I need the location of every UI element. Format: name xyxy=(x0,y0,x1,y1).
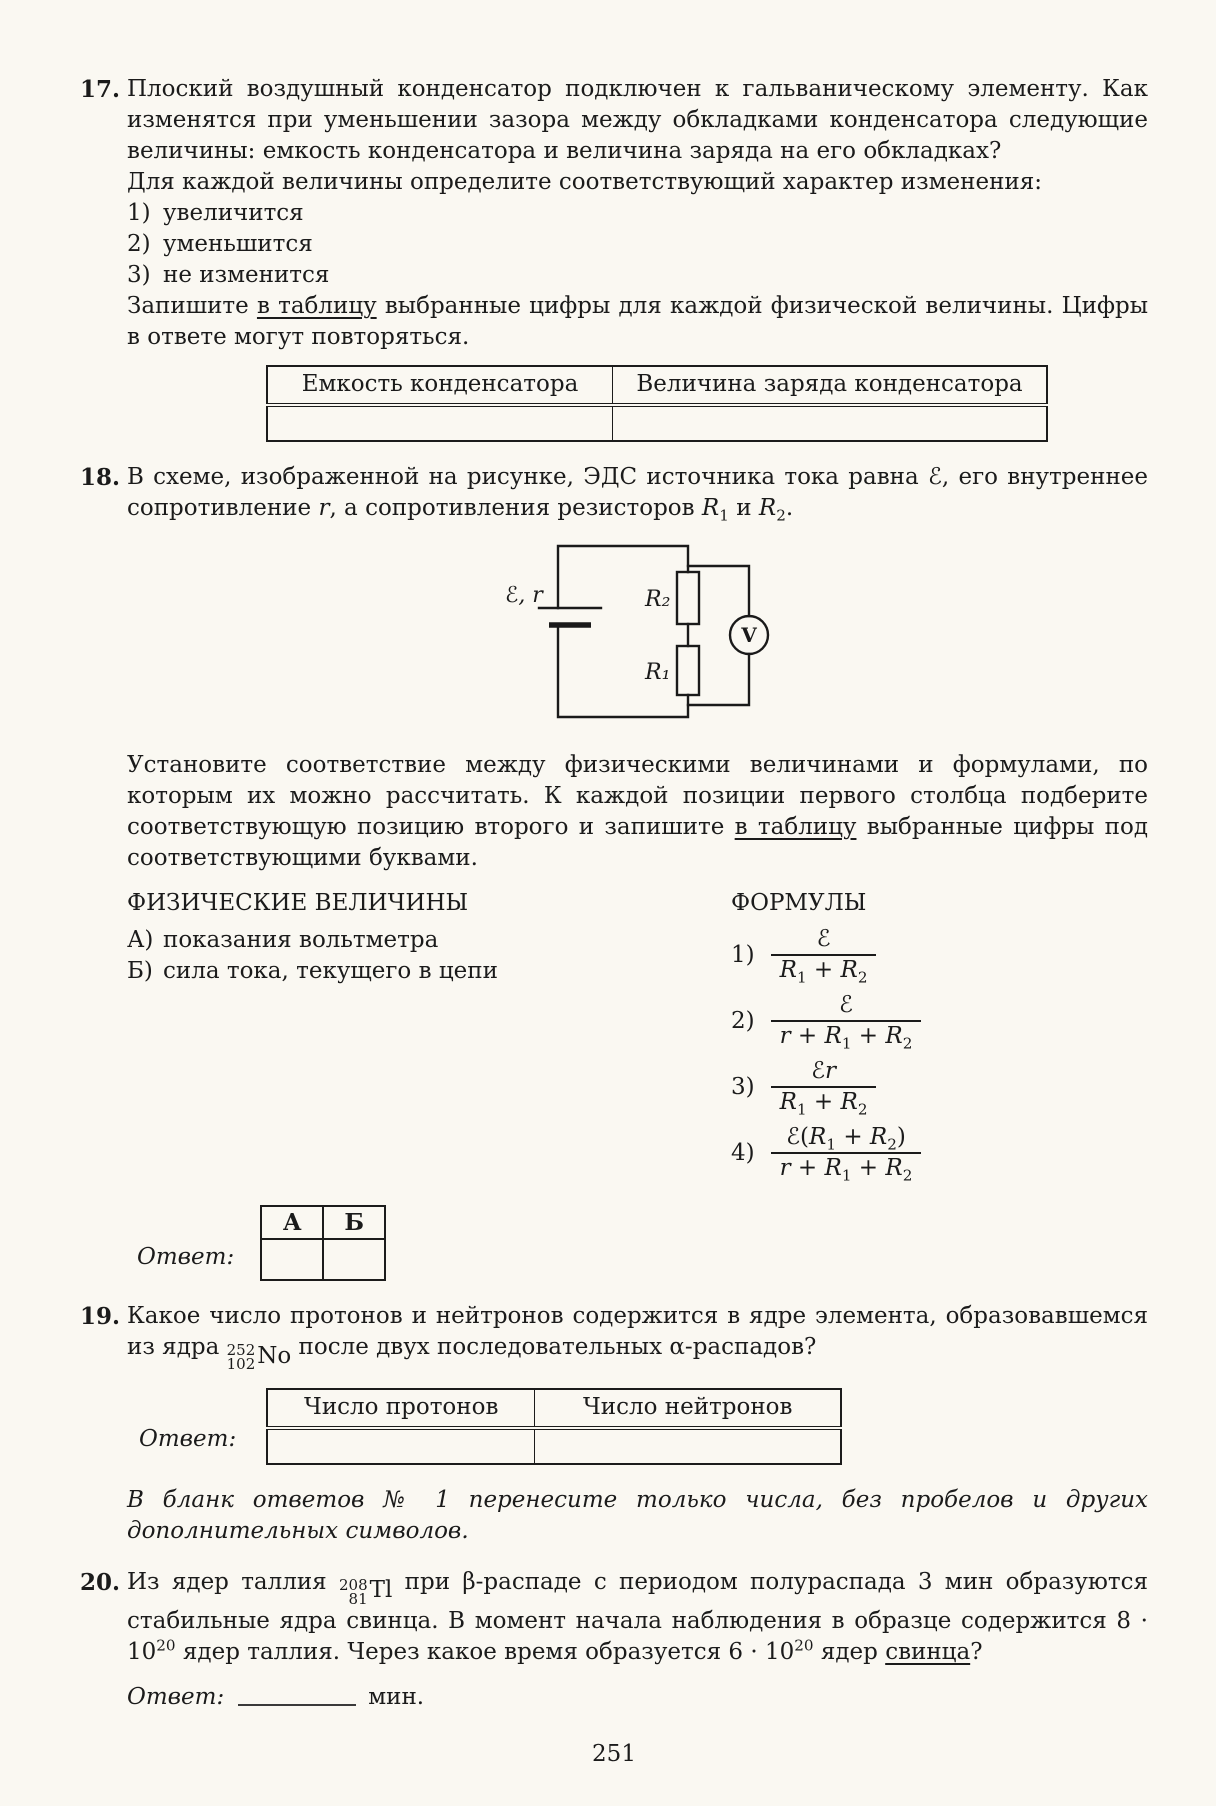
formula-4-fraction xyxy=(771,1124,922,1185)
option-3 xyxy=(127,260,1148,291)
formula-2-numerator: ℰ xyxy=(839,992,853,1018)
resistor-r1-label: R₁ xyxy=(645,660,671,685)
formulas-column xyxy=(731,888,1148,1189)
answer-header-b: Б xyxy=(323,1206,385,1239)
problem-17-number: 17. xyxy=(80,76,121,103)
formula-3-denominator: $R_1 + R_2$ xyxy=(771,1086,877,1116)
answer-cell-a xyxy=(261,1239,323,1280)
problem-19-intro: Какое число протонов и нейтронов содержится в ядре элемента, образовавшемся из ядра 252 102 No после двух последовательных α-распадов? xyxy=(127,1303,1148,1373)
voltmeter-top-wire xyxy=(688,566,749,616)
formula-4-denominator: $r + R_1 + R_2$ xyxy=(771,1152,922,1182)
problem-18-intro: В схеме, изображенной на рисунке, ЭДС источника тока равна ℰ, его внутреннее сопротивление r, а сопротивления резисторов $R_1$ и $R_2$. xyxy=(127,464,1148,525)
problem-17-intro: Плоский воздушный конденсатор подключен к гальваническому элементу. Как изменятся при уменьшении зазора между обкладками конденсатора следующие величины: емкость конденсатора и величина заряда на его обкладках? xyxy=(127,76,1148,164)
problem-18-body xyxy=(127,462,1148,1281)
formula-3-numerator: ℰr xyxy=(811,1058,837,1084)
option-3-label: не изменится xyxy=(163,262,330,288)
formula-4-number: 4) xyxy=(731,1139,755,1166)
quantity-a xyxy=(127,925,731,956)
table19-header-protons: Число протонов xyxy=(267,1389,535,1428)
answer-label-19: Ответ: xyxy=(139,1425,237,1452)
page-number: 251 xyxy=(592,1741,636,1767)
circuit-diagram xyxy=(495,538,785,728)
table19-answer-cell-1 xyxy=(267,1428,535,1464)
table17-header-capacitance: Емкость конденсатора xyxy=(267,366,613,405)
quantity-b-letter: Б) xyxy=(127,958,153,984)
formula-3 xyxy=(731,1057,1148,1117)
formula-2-fraction xyxy=(771,992,922,1053)
formula-2-number: 2) xyxy=(731,1007,755,1034)
problem-20-intro: Из ядер таллия 208 81 Tl при β-распаде с периодом полураспада 3 мин образуются стабильные ядра свинца. В момент начала наблюдения в образце содержится $8 \cdot 10^{20}$ ядер таллия. Через какое время образуется $6 \cdot 10^{20}$ ядер свинца? xyxy=(127,1568,1148,1665)
formula-1 xyxy=(731,925,1148,985)
formula-3-number: 3) xyxy=(731,1073,755,1100)
option-1-label: увеличится xyxy=(163,200,304,226)
resistor-r2 xyxy=(677,572,699,624)
formulas-header: ФОРМУЛЫ xyxy=(731,890,867,916)
answer-block-18 xyxy=(127,1205,1148,1281)
quantities-header: ФИЗИЧЕСКИЕ ВЕЛИЧИНЫ xyxy=(127,890,469,916)
answer-label-18: Ответ: xyxy=(137,1244,235,1270)
formula-4-numerator: $ℰ(R_1 + R_2)$ xyxy=(786,1124,906,1154)
table17-answer-cell-1 xyxy=(267,405,613,441)
answer-header-a: А xyxy=(261,1206,323,1239)
table19-answer-cell-2 xyxy=(535,1428,842,1464)
voltmeter-bottom-wire xyxy=(688,654,749,705)
problem-18-number: 18. xyxy=(80,464,121,491)
option-3-number: 3) xyxy=(127,262,151,288)
problem-18-match-instruction: Установите соответствие между физическими величинами и формулами, по которым их можно рассчитать. К каждой позиции первого столбца подберите соответствующую позицию второго и запишите в таблицу выбранные цифры под соответствующими буквами. xyxy=(127,752,1148,871)
resistor-r2-label: R₂ xyxy=(645,587,671,612)
answer-label-20: Ответ: xyxy=(127,1684,225,1710)
quantity-b xyxy=(127,956,731,987)
quantity-a-letter: А) xyxy=(127,927,154,953)
table19-header-neutrons: Число нейтронов xyxy=(535,1389,842,1428)
formula-3-fraction xyxy=(771,1058,877,1119)
option-1-number: 1) xyxy=(127,200,151,226)
option-1 xyxy=(127,198,1148,229)
formula-1-numerator: ℰ xyxy=(816,926,831,952)
formula-1-denominator: $R_1 + R_2$ xyxy=(771,954,877,984)
resistor-r1 xyxy=(677,646,699,695)
problem-19 xyxy=(80,1301,1148,1465)
problem-17 xyxy=(80,74,1148,442)
table17-answer-cell-2 xyxy=(613,405,1048,441)
problem-17-criteria: Для каждой величины определите соответствующий характер изменения: xyxy=(127,169,1043,195)
answer-table-17 xyxy=(266,365,1048,442)
problem-17-body xyxy=(127,74,1148,442)
formula-1-number: 1) xyxy=(731,941,755,968)
answer-blank xyxy=(238,1684,356,1706)
answer-unit: мин. xyxy=(368,1684,425,1710)
answer-block-19 xyxy=(127,1388,1148,1465)
problem-17-write-instruction: Запишите в таблицу выбранные цифры для каждой физической величины. Цифры в ответе могут повторяться. xyxy=(127,293,1149,350)
formula-2-denominator: $r + R_1 + R_2$ xyxy=(771,1020,922,1050)
answer-cell-b xyxy=(323,1239,385,1280)
answer-table-ab xyxy=(260,1205,386,1281)
formula-1-fraction xyxy=(771,926,877,987)
table17-header-charge: Величина заряда конденсатора xyxy=(613,366,1048,405)
quantity-a-label: показания вольтметра xyxy=(163,927,439,953)
answer-line-20 xyxy=(127,1682,1148,1713)
problem-19-body xyxy=(127,1301,1148,1465)
formula-4 xyxy=(731,1123,1148,1183)
option-2-label: уменьшится xyxy=(163,231,313,257)
quantity-b-label: сила тока, текущего в цепи xyxy=(163,958,498,984)
voltmeter-letter: V xyxy=(741,623,757,647)
match-columns xyxy=(127,888,1148,1189)
answer-sheet-note: В бланк ответов № 1 перенесите только числа, без пробелов и других дополнительных символов. xyxy=(127,1486,1148,1544)
problem-20 xyxy=(80,1567,1148,1714)
option-2 xyxy=(127,229,1148,260)
problem-20-number: 20. xyxy=(80,1568,121,1596)
option-2-number: 2) xyxy=(127,231,151,257)
answer-table-19 xyxy=(266,1388,842,1465)
problem-19-number: 19. xyxy=(80,1303,121,1330)
problem-20-body xyxy=(127,1567,1148,1714)
emf-label: ℰ, r xyxy=(505,583,543,608)
formula-2 xyxy=(731,991,1148,1051)
quantities-column xyxy=(127,888,731,1189)
problem-18 xyxy=(80,462,1148,1281)
